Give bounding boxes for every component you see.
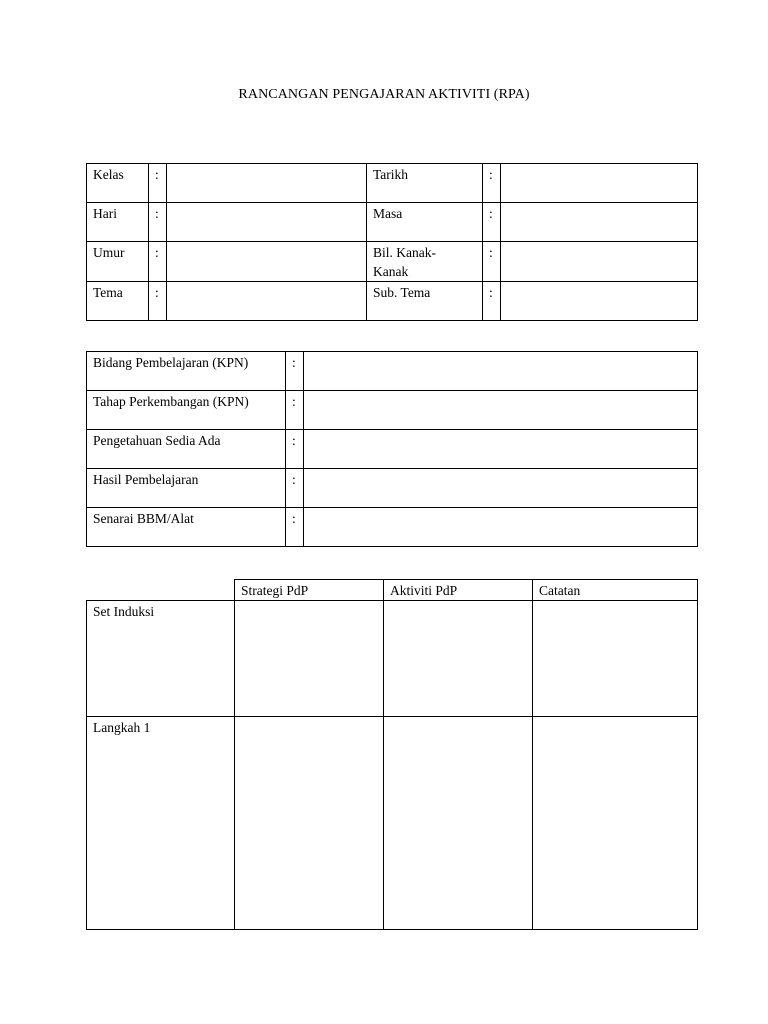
tahap-label: Tahap Perkembangan (KPN) [87, 391, 286, 430]
senarai-label: Senarai BBM/Alat [87, 508, 286, 547]
tema-field[interactable] [167, 282, 367, 321]
colon: : [149, 242, 167, 282]
kelas-label: Kelas [87, 164, 149, 203]
table-header-row [87, 580, 698, 601]
colon: : [149, 164, 167, 203]
table-row [87, 242, 698, 282]
tema-label: Tema [87, 282, 149, 321]
bil-kanak-label-line2: Kanak [373, 264, 409, 279]
langkah-1-strategi-field[interactable] [235, 717, 384, 930]
bil-kanak-label-line1: Bil. Kanak- [373, 245, 436, 260]
tahap-field[interactable] [304, 391, 698, 430]
umur-field[interactable] [167, 242, 367, 282]
colon: : [286, 430, 304, 469]
set-induksi-aktiviti-field[interactable] [384, 601, 533, 717]
table-row [87, 601, 698, 717]
colon: : [149, 282, 167, 321]
set-induksi-catatan-field[interactable] [533, 601, 698, 717]
sub-tema-field[interactable] [501, 282, 698, 321]
colon: : [286, 352, 304, 391]
bil-kanak-field[interactable] [501, 242, 698, 282]
table-row [87, 717, 698, 930]
pengetahuan-label: Pengetahuan Sedia Ada [87, 430, 286, 469]
hari-field[interactable] [167, 203, 367, 242]
table-row [87, 352, 698, 391]
set-induksi-label: Set Induksi [87, 601, 235, 717]
masa-field[interactable] [501, 203, 698, 242]
umur-label: Umur [87, 242, 149, 282]
hasil-field[interactable] [304, 469, 698, 508]
table-row [87, 282, 698, 321]
colon: : [286, 469, 304, 508]
bidang-label: Bidang Pembelajaran (KPN) [87, 352, 286, 391]
table-row [87, 469, 698, 508]
activity-table [86, 579, 698, 930]
langkah-1-label: Langkah 1 [87, 717, 235, 930]
header-aktiviti: Aktiviti PdP [384, 580, 533, 601]
hasil-label: Hasil Pembelajaran [87, 469, 286, 508]
colon: : [286, 508, 304, 547]
table-row [87, 203, 698, 242]
table-row [87, 164, 698, 203]
kelas-field[interactable] [167, 164, 367, 203]
table-row [87, 391, 698, 430]
langkah-1-catatan-field[interactable] [533, 717, 698, 930]
tarikh-label: Tarikh [367, 164, 483, 203]
sub-tema-label: Sub. Tema [367, 282, 483, 321]
info-table [86, 163, 698, 321]
bidang-field[interactable] [304, 352, 698, 391]
learning-table [86, 351, 698, 547]
table-row [87, 508, 698, 547]
document-title: RANCANGAN PENGAJARAN AKTIVITI (RPA) [238, 87, 530, 102]
hari-label: Hari [87, 203, 149, 242]
colon: : [483, 164, 501, 203]
set-induksi-strategi-field[interactable] [235, 601, 384, 717]
senarai-field[interactable] [304, 508, 698, 547]
langkah-1-aktiviti-field[interactable] [384, 717, 533, 930]
tarikh-field[interactable] [501, 164, 698, 203]
pengetahuan-field[interactable] [304, 430, 698, 469]
colon: : [483, 203, 501, 242]
colon: : [483, 282, 501, 321]
masa-label: Masa [367, 203, 483, 242]
colon: : [286, 391, 304, 430]
header-catatan: Catatan [533, 580, 698, 601]
header-strategi: Strategi PdP [235, 580, 384, 601]
table-row [87, 430, 698, 469]
header-empty-cell [87, 580, 235, 601]
bil-kanak-label [367, 242, 483, 282]
colon: : [149, 203, 167, 242]
colon: : [483, 242, 501, 282]
